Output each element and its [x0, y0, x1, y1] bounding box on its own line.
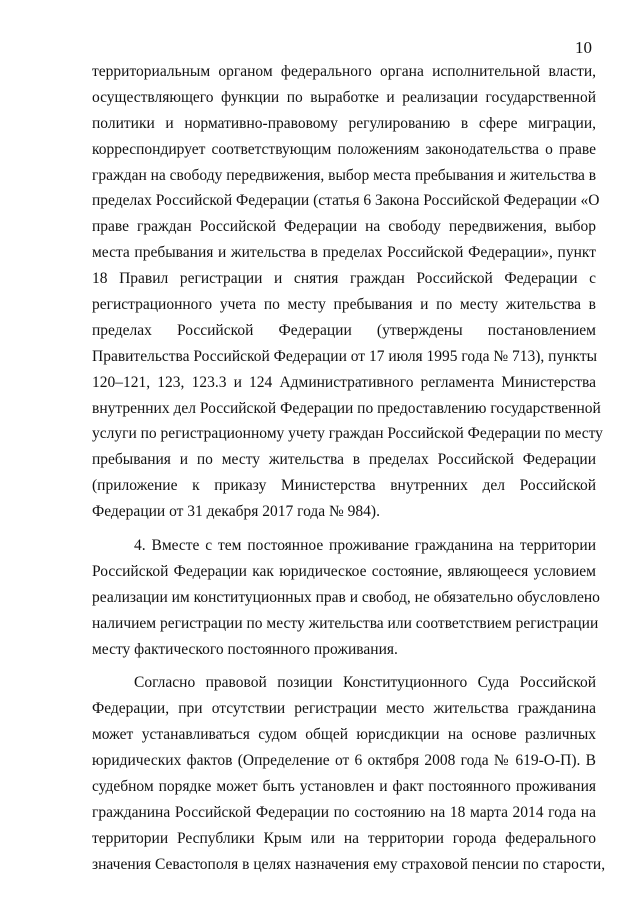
- page-number: 10: [575, 38, 592, 57]
- text-line: значения Севастополя в целях назначения ему страховой пенсии по старости,: [92, 855, 606, 873]
- paragraph-gap: [92, 662, 596, 670]
- text-line: (приложение к приказу Министерства внутренних дел Российской: [92, 477, 596, 495]
- text-line: Правительства Российской Федерации от 17 июля 1995 года № 713), пункты: [92, 347, 598, 365]
- document-body: [92, 59, 606, 878]
- text-line: пребывания и по месту жительства в пределах Российской Федерации: [92, 451, 596, 469]
- text-line: осуществляющего функции по выработке и реализации государственной: [92, 88, 596, 106]
- text-line: реализации им конституционных прав и свобод, не обязательно обусловлено: [92, 588, 600, 606]
- text-line: территориальным органом федерального органа исполнительной власти,: [92, 63, 596, 80]
- text-line: Согласно правовой позиции Конституционного Суда Российской: [134, 674, 596, 692]
- text-line: Федерации от 31 декабря 2017 года № 984).: [92, 503, 380, 521]
- text-line: Российской Федерации как юридическое состояние, являющееся условием: [92, 562, 596, 580]
- text-line: места пребывания и жительства в пределах Российской Федерации», пункт: [92, 244, 596, 262]
- text-line: политики и нормативно-правовому регулированию в сфере миграции,: [92, 114, 596, 132]
- text-line: граждан на свободу передвижения, выбор места пребывания и жительства в: [92, 166, 597, 184]
- text-line: корреспондирует соответствующим положениям законодательства о праве: [92, 140, 596, 158]
- text-line: судебном порядке может быть установлен и факт постоянного проживания: [92, 778, 596, 796]
- text-line: может устанавливаться судом общей юрисдикции на основе различных: [92, 726, 596, 744]
- text-line: 120–121, 123, 123.3 и 124 Административного регламента Министерства: [92, 373, 596, 391]
- text-line: гражданина Российской Федерации по состоянию на 18 марта 2014 года на: [92, 803, 596, 821]
- text-line: пределах Российской Федерации (статья 6 Закона Российской Федерации «О: [92, 192, 600, 210]
- paragraph: [92, 533, 600, 662]
- paragraph: [92, 59, 603, 525]
- text-line: месту фактического постоянного проживания.: [92, 640, 398, 658]
- text-line: пределах Российской Федерации (утверждены постановлением: [92, 321, 596, 339]
- text-line: праве граждан Российской Федерации на свободу передвижения, выбор: [92, 218, 596, 236]
- paragraph-gap: [92, 525, 596, 533]
- text-line: наличием регистрации по месту жительства или соответствием регистрации: [92, 614, 599, 632]
- text-line: 4. Вместе с тем постоянное проживание гражданина на территории: [134, 537, 596, 555]
- text-line: Федерации, при отсутствии регистрации место жительства гражданина: [92, 700, 596, 718]
- paragraph: [92, 670, 606, 877]
- text-line: услуги по регистрационному учету граждан Российской Федерации по месту: [92, 425, 603, 443]
- text-line: юридических фактов (Определение от 6 октября 2008 года № 619-О-П). В: [92, 752, 596, 770]
- text-line: регистрационного учета по месту пребывания и по месту жительства в: [92, 296, 596, 314]
- text-line: территории Республики Крым или на территории города федерального: [92, 829, 596, 847]
- text-line: внутренних дел Российской Федерации по предоставлению государственной: [92, 399, 601, 417]
- text-line: 18 Правил регистрации и снятия граждан Российской Федерации с: [92, 270, 596, 288]
